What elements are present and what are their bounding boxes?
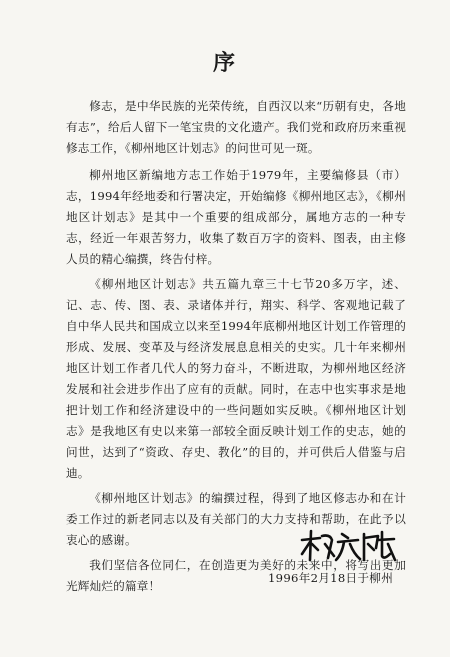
- paragraph: 《柳州地区计划志》的编撰过程，得到了地区修志办和在计委工作过的新老同志以及有关部门的大力支持和帮助，在此予以衷心的感谢。: [66, 491, 406, 547]
- handwritten-signature: [298, 526, 398, 566]
- date-line: 1996年2月18日于柳州: [268, 571, 394, 585]
- page-title: 序: [212, 50, 237, 76]
- paragraph: 《柳州地区计划志》共五篇九章三十七节20多万字，述、记、志、传、图、表、录诸体并行，翔实、科学、客观地记载了自中华人民共和国成立以来至1994年底柳州地区计划工作管理的形成、发展、变革及与经济发展息息相关的史实。几十年来柳州地区计划工作者几代人的努力奋斗，不断进取，为柳州地区经济发展和社会进步作出了应有的贡献。同时，在志中也实事求是地把计划工作和经济建设中的一些问题如实反映。《柳州地区计划志》是我地区有史以来第一部较全面反映计划工作的史志，她的问世，达到了“资政、存史、教化”的目的，并可供后人借鉴与启迪。: [66, 277, 406, 480]
- paragraph: 修志，是中华民族的光荣传统，自西汉以来“历朝有史，各地有志”，给后人留下一笔宝贵的文化遗产。我们党和政府历来重视修志工作，《柳州地区计划志》的问世可见一斑。: [66, 99, 406, 155]
- preface-body: [66, 96, 406, 597]
- paragraph: 柳州地区新编地方志工作始于1979年，主要编修县（市）志，1994年经地委和行署决定，开始编修《柳州地区志》，《柳州地区计划志》是其中一个重要的组成部分，属地方志的一种专志，经近一年艰苦努力，收集了数百万字的资料、图表，由主修人员的精心编撰，终告付梓。: [66, 168, 406, 266]
- paragraph: 我们坚信各位同仁，在创造更为美好的未来中，将写出更加光辉灿烂的篇章！: [66, 558, 406, 593]
